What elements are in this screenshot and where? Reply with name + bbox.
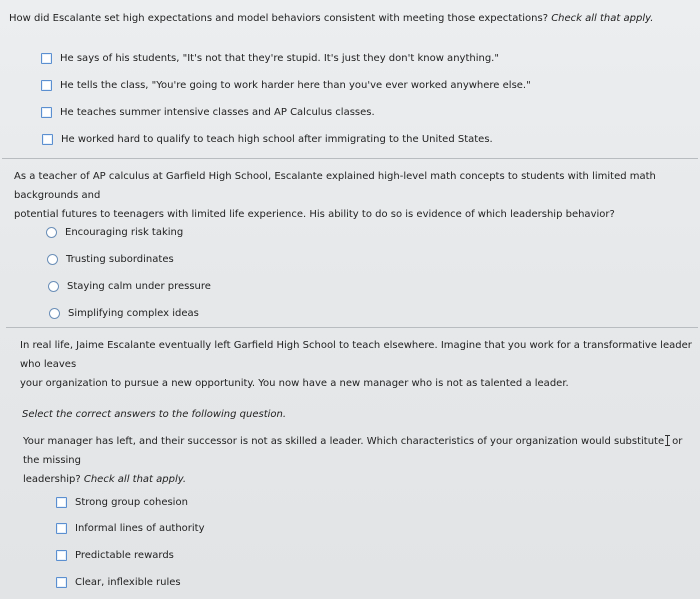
checkbox[interactable] [56, 523, 67, 534]
checkbox[interactable] [41, 53, 52, 64]
radio-button[interactable] [49, 308, 60, 319]
q1-option-label: He says of his students, "It's not that they're stupid. It's just they don't know anything." [60, 52, 499, 64]
radio-button[interactable] [48, 281, 59, 292]
q3-option-2[interactable] [56, 520, 205, 536]
q2-option-2[interactable] [47, 251, 174, 267]
q3-context [20, 336, 700, 393]
q1-option-label: He worked hard to qualify to teach high school after immigrating to the United States. [61, 133, 493, 145]
q3-option-label: Predictable rewards [75, 549, 174, 561]
q2-option-1[interactable] [46, 224, 183, 240]
q2-option-label: Simplifying complex ideas [68, 307, 199, 319]
q1-option-2[interactable] [41, 77, 531, 93]
q3-option-1[interactable] [56, 494, 188, 510]
divider [2, 158, 698, 159]
q3-option-label: Informal lines of authority [75, 522, 205, 534]
q3-option-3[interactable] [56, 547, 174, 563]
q1-option-label: He teaches summer intensive classes and AP Calculus classes. [60, 106, 375, 118]
q3-option-label: Clear, inflexible rules [75, 576, 181, 588]
checkbox[interactable] [56, 497, 67, 508]
q3-instruction: Check all that apply. [83, 474, 187, 485]
q2-option-label: Encouraging risk taking [65, 226, 184, 238]
q2-option-label: Trusting subordinates [66, 253, 174, 265]
text-cursor-icon [665, 435, 671, 446]
radio-button[interactable] [46, 227, 57, 238]
q2-prompt-line: As a teacher of AP calculus at Garfield High School, Escalante explained high-level math concepts to students with limited math backgrounds and [14, 171, 656, 201]
q3-context-line: In real life, Jaime Escalante eventually left Garfield High School to teach elsewhere. Imagine that you work for a transformative leader who leaves [20, 340, 692, 370]
q1-option-3[interactable] [41, 104, 375, 120]
q2-option-4[interactable] [49, 305, 199, 321]
q3-option-4[interactable] [56, 574, 181, 590]
q2-option-label: Staying calm under pressure [67, 280, 211, 292]
radio-button[interactable] [47, 254, 58, 265]
q1-prompt [9, 9, 653, 28]
q2-prompt-line: potential futures to teenagers with limited life experience. His ability to do so is evidence of which leadership behavior? [14, 209, 615, 220]
q2-option-3[interactable] [48, 278, 211, 294]
checkbox[interactable] [41, 80, 52, 91]
q3-prompt-text: or the missing [23, 436, 683, 466]
q3-select-instruction: Select the correct answers to the following question. [22, 409, 287, 420]
q3-prompt-text: leadership? [23, 474, 81, 485]
q3-option-label: Strong group cohesion [75, 496, 188, 508]
q1-prompt-text: How did Escalante set high expectations and model behaviors consistent with meeting those expectations? [9, 13, 549, 24]
divider [6, 327, 698, 328]
q3-prompt [23, 432, 700, 489]
q2-prompt [14, 167, 700, 224]
q1-option-4[interactable] [42, 131, 493, 147]
q3-prompt-text: Your manager has left, and their successor is not as skilled a leader. Which characteristics of your organization would substitute [23, 436, 665, 447]
checkbox[interactable] [56, 550, 67, 561]
checkbox[interactable] [41, 107, 52, 118]
q3-context-line: your organization to pursue a new opportunity. You now have a new manager who is not as talented a leader. [20, 378, 569, 389]
checkbox[interactable] [42, 134, 53, 145]
q1-instruction: Check all that apply. [551, 13, 654, 24]
q1-option-label: He tells the class, "You're going to work harder here than you've ever worked anywhere else." [60, 79, 531, 91]
checkbox[interactable] [56, 577, 67, 588]
q1-option-1[interactable] [41, 50, 499, 66]
